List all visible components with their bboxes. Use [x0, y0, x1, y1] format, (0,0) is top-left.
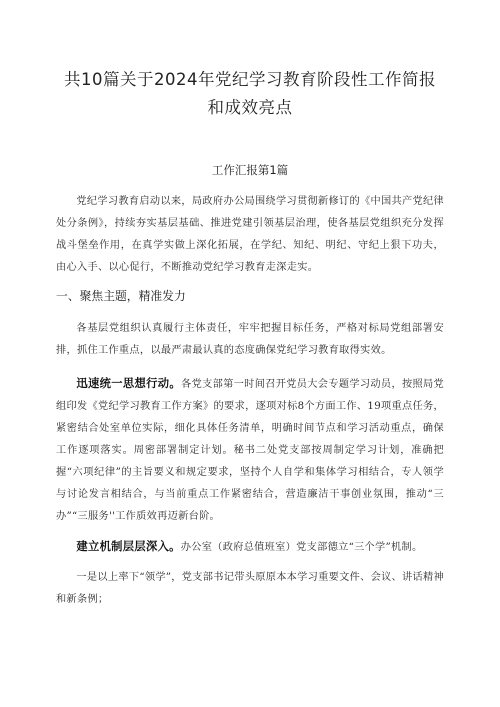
- section-1-heading: 一、聚焦主题，精准发力: [56, 289, 186, 303]
- unify-thinking-lead: 迅速统一思想行动。: [76, 377, 182, 390]
- document-title-line-2: 和成效亮点: [207, 98, 293, 117]
- unify-thinking-body: 各党支部第一时间召开党员大会专题学习动员，按照局党组印发《党纪学习教育工作方案》的要求，逐项对标8个方面工作、19项重点任务，紧密结合处室单位实际，细化具体任务清单，明确时间节点和学习活动重点，确保工作逐项落实。周密部署制定计划。秘书二处党支部按周制定学习计划，准确把握“六项纪律”的主旨要义和规定要求，坚持个人自学和集体学习相结合，专人领学与讨论发言相结合，与当前重点工作紧密结合，营造廉洁干事创业氛围，推动“三办”“三服务''工作质效再迈新台阶。: [56, 379, 445, 522]
- document-title: [56, 66, 444, 122]
- report-heading: 工作汇报第1篇: [211, 163, 289, 177]
- document-title-line-1: 共10篇关于2024年党纪学习教育阶段性工作简报: [64, 70, 436, 89]
- mechanism-body: 办公室（政府总值班室）党支部德立“三个学”机制。: [180, 542, 423, 553]
- intro-paragraph: 党纪学习教育启动以来，局政府办公局围绕学习贯彻新修订的《中国共产党纪律处分条例》，持续夯实基层基础、推进党建引领基层治理，使各基层党组织充分发挥战斗堡垒作用，在真学实做上深化拓展，在学纪、知纪、明纪、守纪上狠下功夫，由心入手、以心促行，不断推动党纪学习教育走深走实。: [56, 196, 444, 273]
- lead-study-paragraph: 一是以上率下“领学”，党支部书记带头原原本本学习重要文件、会议、讲话精神和新条例；: [56, 572, 444, 605]
- unify-thinking-paragraph: [56, 373, 444, 528]
- mechanism-lead: 建立机制层层深入。: [76, 540, 181, 553]
- mechanism-paragraph: [56, 536, 444, 559]
- section-1-paragraph: 各基层党组织认真履行主体责任，牢牢把握目标任务，严格对标局党组部署安排，抓住工作重点，以最严肃最认真的态度确保党纪学习教育取得实效。: [56, 323, 444, 356]
